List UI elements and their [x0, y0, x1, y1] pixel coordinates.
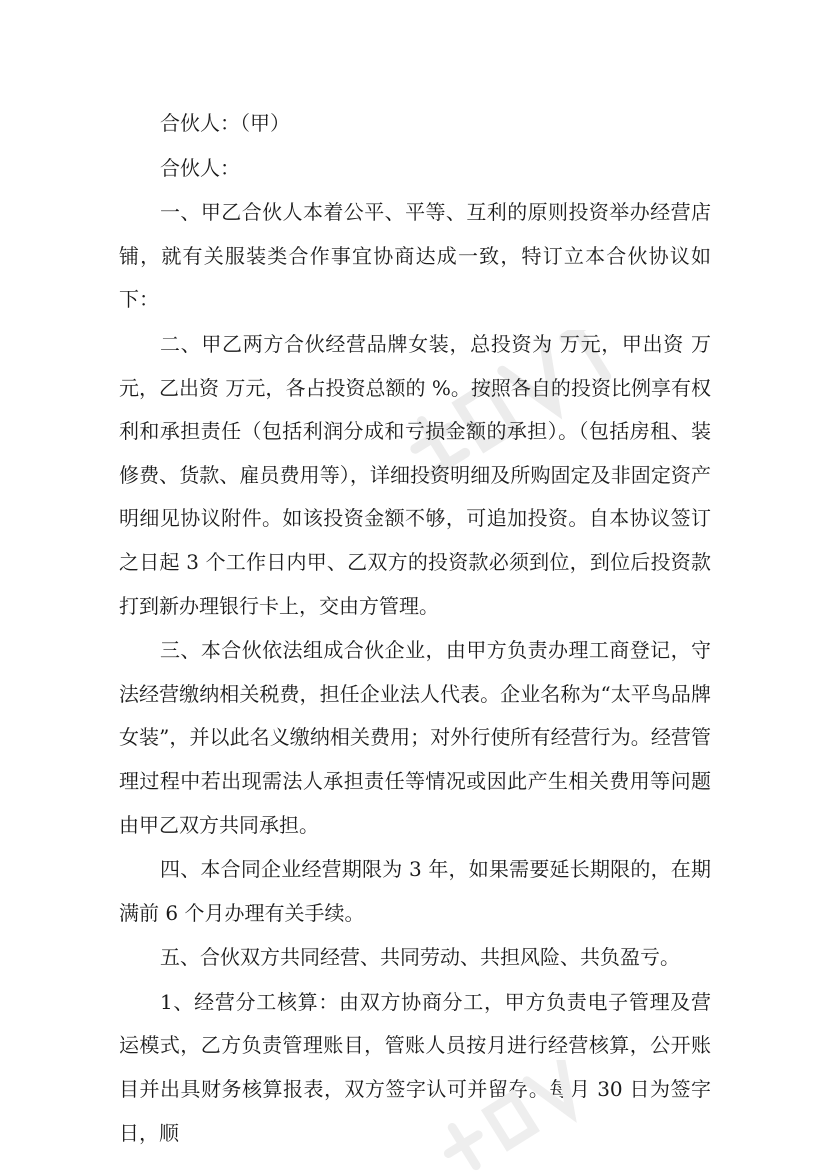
clause-2: 二、甲乙两方合伙经营品牌女装，总投资为 万元，甲出资 万元，乙出资 万元，各占投资总额的 %。按照各自的投资比例享有权利和承担责任（包括利润分成和亏损金额的承担）。（包括房租、装修费、货款、雇员费用等），详细投资明细及所购固定及非固定资产明细见协议附件。如该投资金额不够，可追加投资。自本协议签订之日起 3 个工作日内甲、乙双方的投资款必须到位，到位后投资款打到新办理银行卡上，交由方管理。 [119, 331, 711, 618]
contract-body [119, 102, 711, 1156]
party-b-line: 合伙人： [160, 155, 240, 180]
clause-3: 三、本合伙依法组成合伙企业，由甲方负责办理工商登记，守法经营缴纳相关税费，担任企业法人代表。企业名称为“太平鸟品牌女装”，并以此名义缴纳相关费用；对外行使所有经营行为。经营管理过程中若出现需法人承担责任等情况或因此产生相关费用等问题由甲乙双方共同承担。 [119, 638, 711, 837]
clause-5: 五、合伙双方共同经营、共同劳动、共担风险、共负盈亏。 [160, 945, 680, 970]
clause-4: 四、本合同企业经营期限为 3 年，如果需要延长期限的，在期满前 6 个月办理有关手续。 [119, 857, 711, 925]
clause-1: 一、甲乙合伙人本着公平、平等、互利的原则投资举办经营店铺，就有关服装类合作事宜协商达成一致，特订立本合伙协议如下： [119, 200, 711, 312]
party-a-line: 合伙人：（甲） [160, 111, 290, 135]
clause-5-item-1: 1、经营分工核算：由双方协商分工，甲方负责电子管理及营运模式，乙方负责管理账目，管账人员按月进行经营核算，公开账目并出具财务核算报表，双方签字认可并留存。每月 30 日为签字日，顺 [119, 989, 711, 1145]
